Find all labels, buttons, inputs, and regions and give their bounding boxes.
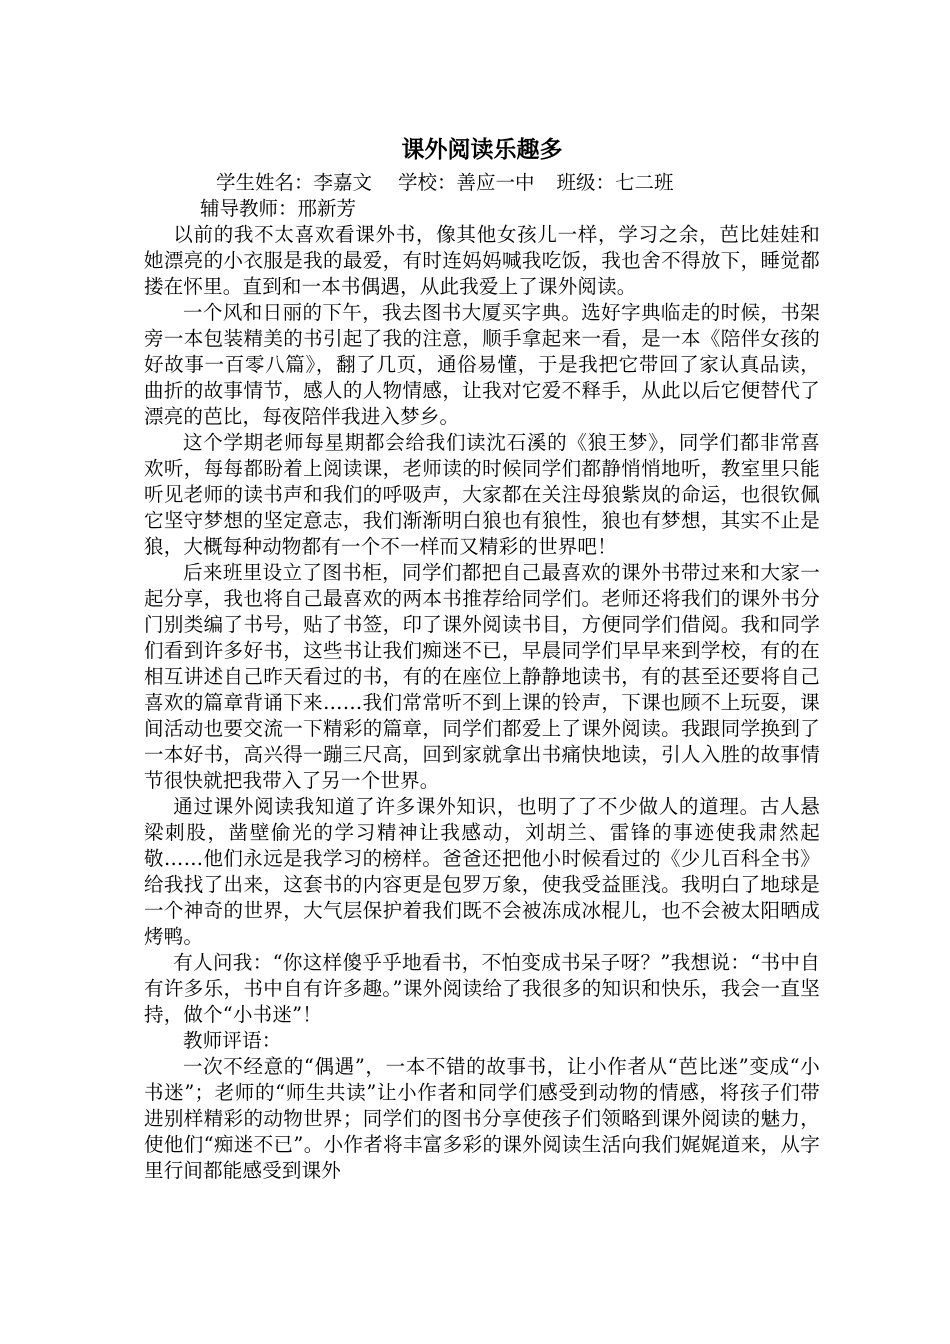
teacher-comment: 一次不经意的“偶遇”，一本不错的故事书，让小作者从“芭比迷”变成“小书迷”；老师的“师生共读”让小作者和同学们感受到动物的情感，将孩子们带进别样精彩的动物世界；同学们的图书分享使孩子们领略到课外阅读的魅力，使他们“痴迷不已”。小作者将丰富多彩的课外阅读生活向我们娓娓道来，从字里行间都能感受到课外	[144, 1055, 820, 1182]
student-name: 学生姓名：李嘉文	[216, 171, 373, 194]
class-name: 班级：七二班	[556, 171, 674, 194]
paragraph-4: 后来班里设立了图书柜，同学们都把自己最喜欢的课外书带过来和大家一起分享，我也将自己最喜欢的两本书推荐给同学们。老师还将我们的课外书分门别类编了书号，贴了书签，印了课外阅读书目，方便同学们借阅。我和同学们看到许多好书，这些书让我们痴迷不已，早晨同学们早早来到学校，有的在相互讲述自己昨天看过的书，有的在座位上静静地读书，有的甚至还要将自己喜欢的篇章背诵下来……我们常常听不到上课的铃声，下课也顾不上玩耍，课间活动也要交流一下精彩的篇章，同学们都爱上了课外阅读。我跟同学换到了一本好书，高兴得一蹦三尺高，回到家就拿出书痛快地读，引人入胜的故事情节很快就把我带入了另一个世界。	[144, 561, 820, 792]
paragraph-2: 一个风和日丽的下午，我去图书大厦买字典。选好字典临走的时候，书架旁一本包装精美的书引起了我的注意，顺手拿起来一看，是一本《陪伴女孩的好故事一百零八篇》，翻了几页，通俗易懂，于是我把它带回了家认真品读，曲折的故事情节，感人的人物情感，让我对它爱不释手，从此以后它便替代了漂亮的芭比，每夜陪伴我进入梦乡。	[144, 301, 820, 428]
document-title: 课外阅读乐趣多	[401, 137, 563, 163]
paragraph-3: 这个学期老师每星期都会给我们读沈石溪的《狼王梦》，同学们都非常喜欢听，每每都盼着上阅读课，老师读的时候同学们都静悄悄地听，教室里只能听见老师的读书声和我们的呼吸声，大家都在关注母狼紫岚的命运，也很钦佩它坚守梦想的坚定意志，我们渐渐明白狼也有狼性，狼也有梦想，其实不止是狼，大概每种动物都有一个不一样而又精彩的世界吧！	[144, 431, 820, 558]
school-name: 学校：善应一中	[398, 171, 535, 194]
teacher-info-line	[144, 196, 820, 222]
paragraph-6: 有人问我：“你这样傻乎乎地看书，不怕变成书呆子呀？”我想说：“书中自有许多乐，书中自有许多趣。”课外阅读给了我很多的知识和快乐，我会一直坚持，做个“小书迷”！	[144, 951, 820, 1026]
author-info-line	[144, 170, 820, 196]
teacher-name: 辅导教师：邢新芳	[200, 197, 357, 220]
paragraph-5: 通过课外阅读我知道了许多课外知识，也明了了不少做人的道理。古人悬梁刺股，凿壁偷光的学习精神让我感动，刘胡兰、雷锋的事迹使我肃然起敬……他们永远是我学习的榜样。爸爸还把他小时候看过的《少儿百科全书》给我找了出来，这套书的内容更是包罗万象，使我受益匪浅。我明白了地球是一个神奇的世界，大气层保护着我们既不会被冻成冰棍儿，也不会被太阳晒成烤鸭。	[144, 795, 820, 948]
teacher-comment-label: 教师评语：	[183, 1029, 282, 1052]
document-page	[144, 130, 820, 1184]
paragraph-1: 以前的我不太喜欢看课外书，像其他女孩儿一样，学习之余，芭比娃娃和她漂亮的小衣服是我的最爱，有时连妈妈喊我吃饭，我也舍不得放下，睡觉都搂在怀里。直到和一本书偶遇，从此我爱上了课外阅读。	[144, 223, 820, 298]
